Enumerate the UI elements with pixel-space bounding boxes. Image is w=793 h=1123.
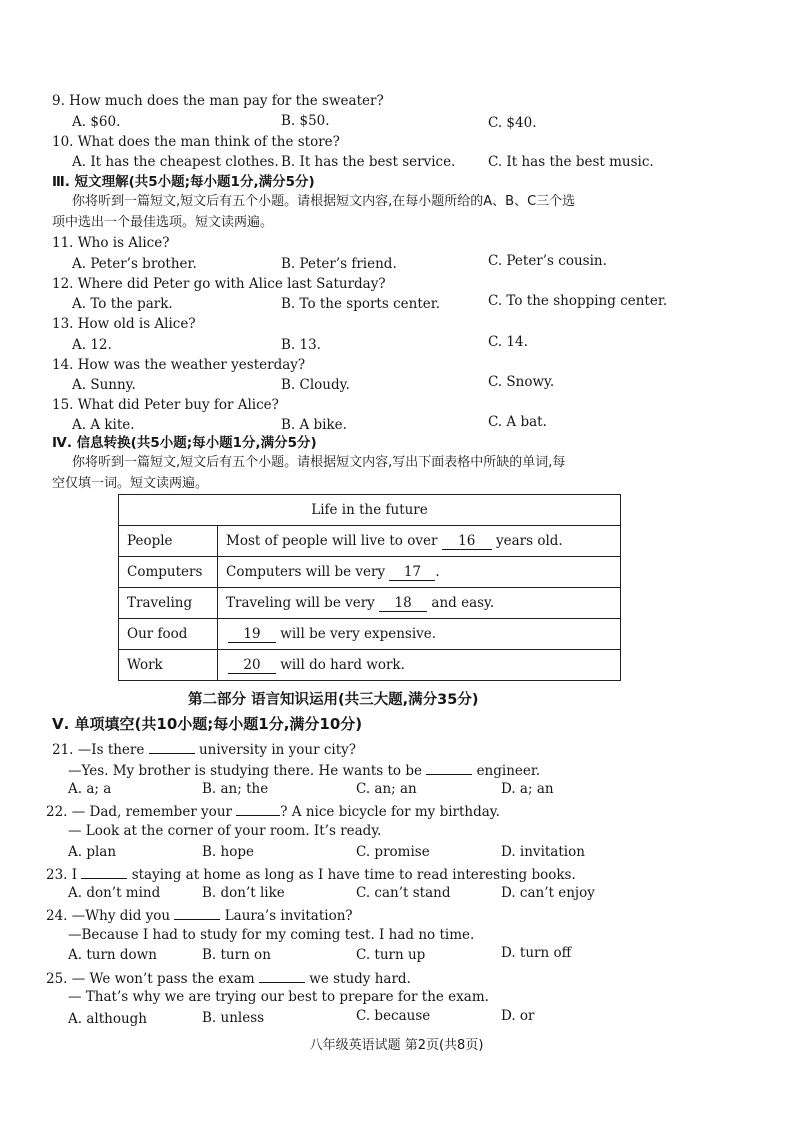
q9-option-b: B. $50. (281, 113, 330, 129)
page-footer: 八年级英语试题 第2页(共8页) (309, 1038, 484, 1053)
q13-stem: 13. How old is Alice? (52, 316, 196, 332)
part-2-heading: 第二部分 语言知识运用(共三大题,满分35分) (188, 692, 479, 708)
q22-option-b: B. hope (202, 844, 254, 860)
table-row (119, 650, 621, 681)
q9-stem: 9. How much does the man pay for the sweater? (52, 93, 384, 109)
q23-line-1: 23. I staying at home as long as I have time to read interesting books. (46, 864, 576, 884)
row-label: Work (119, 650, 218, 681)
answer-blank (174, 905, 220, 920)
answer-blank (259, 968, 305, 983)
q21-line-2: —Yes. My brother is studying there. He wants to be engineer. (68, 760, 540, 780)
blank-17: 17 (389, 564, 435, 581)
q12-option-b: B. To the sports center. (281, 296, 440, 312)
blank-20: 20 (228, 657, 276, 674)
q10-stem: 10. What does the man think of the store? (52, 134, 340, 150)
q23-option-d: D. can’t enjoy (501, 885, 595, 901)
q24-option-b: B. turn on (202, 947, 271, 963)
q24-line-2: —Because I had to study for my coming test. I had no time. (68, 927, 475, 943)
blank-19: 19 (228, 626, 276, 643)
q25-option-b: B. unless (202, 1010, 265, 1026)
q21-option-c: C. an; an (356, 781, 417, 797)
blank-18: 18 (379, 595, 427, 612)
q14-option-b: B. Cloudy. (281, 377, 350, 393)
answer-blank (81, 864, 127, 879)
q25-line-2: — That’s why we are trying our best to prepare for the exam. (68, 989, 489, 1005)
q10-option-b: B. It has the best service. (281, 154, 456, 170)
q24-option-a: A. turn down (68, 947, 157, 963)
row-content: Traveling will be very 18 and easy. (218, 588, 621, 619)
q9-option-a: A. $60. (72, 114, 121, 130)
q23-option-b: B. don’t like (202, 885, 285, 901)
answer-blank (149, 739, 195, 754)
answer-blank (426, 760, 472, 775)
table-row (119, 588, 621, 619)
q13-option-a: A. 12. (72, 337, 112, 353)
row-label: Computers (119, 557, 218, 588)
q10-option-a: A. It has the cheapest clothes. (72, 154, 279, 170)
q10-option-c: C. It has the best music. (488, 154, 654, 170)
table-title: Life in the future (119, 495, 621, 526)
q21-option-d: D. a; an (501, 781, 554, 797)
answer-blank (236, 801, 280, 816)
row-content: Most of people will live to over 16 years old. (218, 526, 621, 557)
row-content: 19 will be very expensive. (218, 619, 621, 650)
row-content: 20 will do hard work. (218, 650, 621, 681)
q24-option-d: D. turn off (501, 945, 572, 961)
q12-option-c: C. To the shopping center. (488, 293, 668, 309)
q15-option-c: C. A bat. (488, 414, 547, 430)
q12-stem: 12. Where did Peter go with Alice last Saturday? (52, 276, 386, 292)
q14-option-c: C. Snowy. (488, 374, 555, 390)
q21-option-a: A. a; a (68, 781, 112, 797)
section-4-instruction-1: 你将听到一篇短文,短文后有五个小题。请根据短文内容,写出下面表格中所缺的单词,每 (72, 455, 566, 470)
q22-option-c: C. promise (356, 844, 430, 860)
table-row (119, 526, 621, 557)
section-5-heading: Ⅴ. 单项填空(共10小题;每小题1分,满分10分) (52, 715, 363, 733)
q9-option-c: C. $40. (488, 115, 537, 131)
section-4-heading: Ⅳ. 信息转换(共5小题;每小题1分,满分5分) (52, 435, 317, 451)
q13-option-b: B. 13. (281, 337, 321, 353)
q21-line-1: 21. —Is there university in your city? (52, 739, 356, 759)
section-3-instruction-1: 你将听到一篇短文,短文后有五个小题。请根据短文内容,在每小题所给的A、B、C三个选 (72, 194, 576, 209)
q22-option-a: A. plan (68, 844, 117, 860)
row-label: Traveling (119, 588, 218, 619)
q24-option-c: C. turn up (356, 947, 426, 963)
section-4-instruction-2: 空仅填一词。短文读两遍。 (52, 476, 209, 491)
q24-line-1: 24. —Why did you Laura’s invitation? (46, 905, 353, 925)
future-life-table (118, 494, 621, 681)
q12-option-a: A. To the park. (72, 296, 173, 312)
q14-stem: 14. How was the weather yesterday? (52, 357, 306, 373)
q25-option-d: D. or (501, 1008, 535, 1024)
section-3-heading: Ⅲ. 短文理解(共5小题;每小题1分,满分5分) (52, 174, 315, 190)
row-label: People (119, 526, 218, 557)
q11-option-b: B. Peter’s friend. (281, 256, 397, 272)
row-content: Computers will be very 17 . (218, 557, 621, 588)
q25-option-a: A. although (68, 1011, 147, 1027)
q14-option-a: A. Sunny. (72, 377, 136, 393)
table-row (119, 557, 621, 588)
q15-stem: 15. What did Peter buy for Alice? (52, 397, 279, 413)
q21-option-b: B. an; the (202, 781, 269, 797)
q13-option-c: C. 14. (488, 334, 528, 350)
table-row (119, 619, 621, 650)
q15-option-a: A. A kite. (72, 417, 135, 433)
q22-line-1: 22. — Dad, remember your ? A nice bicycle for my birthday. (46, 801, 500, 821)
q23-option-a: A. don’t mind (68, 885, 161, 901)
q22-option-d: D. invitation (501, 844, 585, 860)
table-title-row (119, 495, 621, 526)
section-3-instruction-2: 项中选出一个最佳选项。短文读两遍。 (52, 215, 274, 230)
q11-stem: 11. Who is Alice? (52, 235, 170, 251)
q11-option-c: C. Peter’s cousin. (488, 253, 607, 269)
q25-line-1: 25. — We won’t pass the exam we study hard. (46, 968, 411, 988)
row-label: Our food (119, 619, 218, 650)
q25-option-c: C. because (356, 1008, 431, 1024)
q15-option-b: B. A bike. (281, 417, 347, 433)
q22-line-2: — Look at the corner of your room. It’s ready. (68, 823, 382, 839)
q11-option-a: A. Peter’s brother. (72, 256, 197, 272)
q23-option-c: C. can’t stand (356, 885, 451, 901)
blank-16: 16 (442, 533, 492, 550)
